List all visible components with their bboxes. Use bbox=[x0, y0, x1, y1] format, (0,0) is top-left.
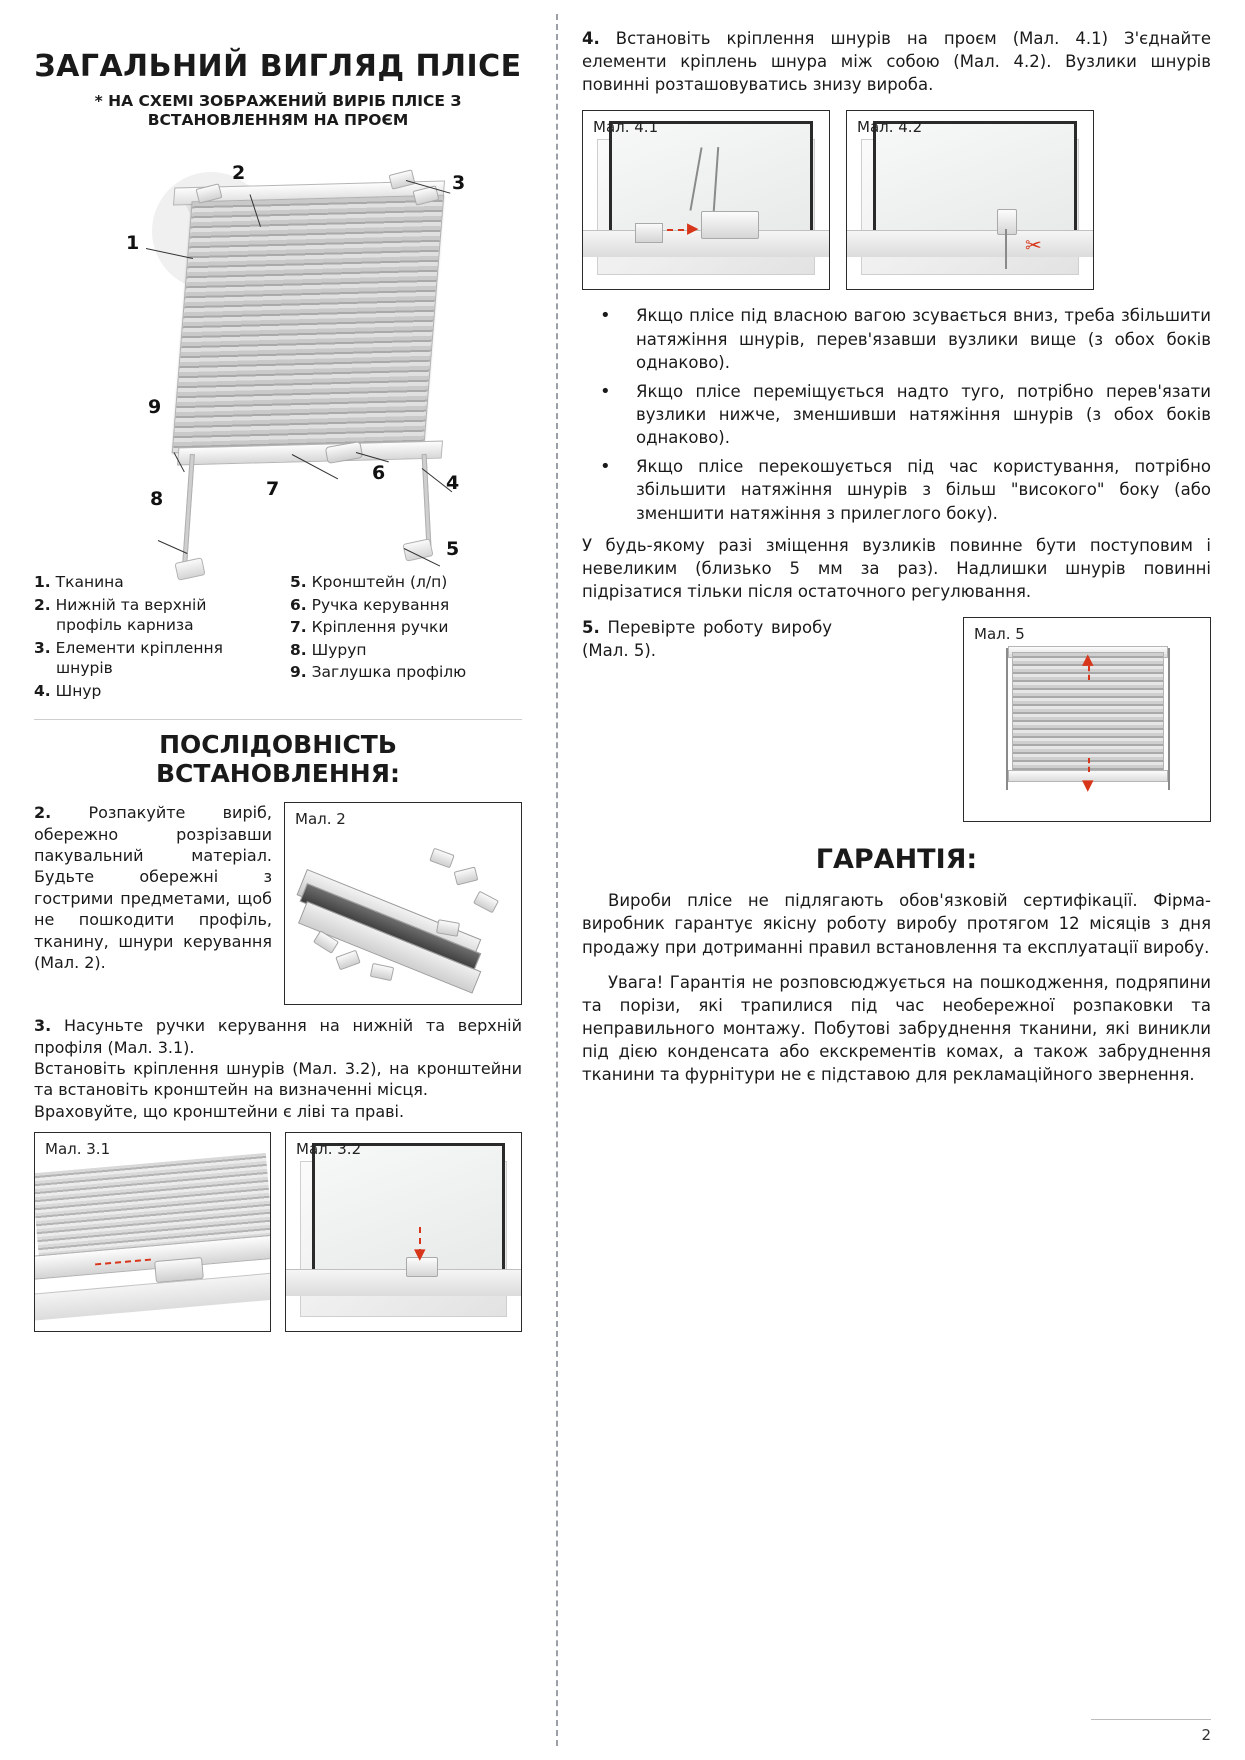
window-sill bbox=[847, 230, 1093, 257]
list-item bbox=[290, 595, 522, 615]
part-label: Ручка керування bbox=[311, 595, 450, 614]
figure-3-2 bbox=[285, 1132, 522, 1332]
step-2 bbox=[34, 802, 522, 1005]
divider-line bbox=[34, 719, 522, 720]
part-label: Шнур bbox=[55, 681, 102, 700]
figure-5 bbox=[963, 617, 1211, 822]
scissors-icon: ✂ bbox=[1025, 233, 1042, 258]
step-2-text bbox=[34, 802, 272, 1005]
callout-9: 9 bbox=[148, 396, 162, 419]
part-number: 6. bbox=[290, 595, 307, 614]
page-number: 2 bbox=[1201, 1726, 1211, 1744]
callout-8: 8 bbox=[150, 488, 164, 511]
part-number: 3. bbox=[34, 638, 51, 657]
step-3-text bbox=[34, 1015, 522, 1058]
list-item bbox=[34, 681, 266, 701]
column-divider bbox=[556, 14, 558, 1746]
list-item: • Якщо пліcе переміщується надто туго, потрібно перев'язати вузлики нижче, зменшивши натяжіння шнурів (з обох боків однаково). bbox=[582, 380, 1211, 450]
list-item: • Якщо пліcе під власною вагою зсувається вниз, треба збільшити натяжіння шнурів, перев'язавши вузлики вище (з обох боків однаково). bbox=[582, 304, 1211, 374]
part-number: 1. bbox=[34, 573, 51, 592]
page-columns bbox=[34, 28, 1211, 1740]
part-label: Шуруп bbox=[311, 640, 367, 659]
window-glass bbox=[312, 1143, 505, 1272]
step-4-number: 4. bbox=[582, 29, 600, 48]
window-glass bbox=[873, 121, 1077, 237]
cord-clip-icon bbox=[635, 223, 663, 243]
window-sill bbox=[286, 1269, 521, 1296]
list-item bbox=[290, 617, 522, 637]
list-item bbox=[34, 638, 266, 679]
parts-legend bbox=[34, 572, 522, 703]
figure-3-1 bbox=[34, 1132, 271, 1332]
step-3-number: 3. bbox=[34, 1016, 52, 1036]
step-3-text-2: Встановіть кріплення шнурів (Мал. 3.2), на кронштейни та встановіть кронштейн на визначенні місця. bbox=[34, 1058, 522, 1100]
part-number: 5. bbox=[290, 573, 307, 592]
figure-4-1-label: Мал. 4.1 bbox=[593, 118, 659, 137]
cord bbox=[1005, 229, 1007, 269]
callout-2: 2 bbox=[232, 162, 246, 185]
parts-legend-column-1 bbox=[34, 572, 266, 703]
callout-5: 5 bbox=[446, 538, 460, 561]
list-item bbox=[290, 640, 522, 660]
part-number: 2. bbox=[34, 595, 51, 614]
figures-3 bbox=[34, 1132, 522, 1332]
list-item bbox=[290, 572, 522, 592]
part-label: Елементи кріплення bbox=[55, 638, 223, 657]
install-sequence-heading: ПОСЛІДОВНІСТЬ ВСТАНОВЛЕННЯ: bbox=[156, 730, 400, 789]
cord-right bbox=[1168, 648, 1170, 790]
pleated-fabric bbox=[172, 195, 444, 454]
warranty-heading: ГАРАНТІЯ: bbox=[815, 844, 978, 876]
list-item bbox=[290, 662, 522, 682]
figure-4-1: Мал. 4.1 ▶ bbox=[582, 110, 830, 290]
figure-5-label: Мал. 5 bbox=[974, 625, 1025, 644]
figure-3-2-label: Мал. 3.2 bbox=[296, 1140, 362, 1159]
figure-2-label: Мал. 2 bbox=[295, 810, 346, 829]
part-label: Кронштейн (л/п) bbox=[311, 573, 448, 592]
right-column bbox=[582, 28, 1211, 1740]
figure-4-2 bbox=[846, 110, 1094, 290]
part-label: Тканина bbox=[55, 573, 124, 592]
step-5-text bbox=[582, 617, 832, 663]
step-5 bbox=[582, 617, 1211, 822]
rail-lower bbox=[34, 1272, 271, 1322]
adjustment-tips bbox=[582, 304, 1211, 525]
part-label: Кріплення ручки bbox=[311, 618, 449, 637]
callout-3: 3 bbox=[452, 172, 466, 195]
page-title: ЗАГАЛЬНИЙ ВИГЛЯД ПЛІСЕ bbox=[34, 49, 522, 84]
cord-bracket bbox=[701, 211, 759, 239]
step-3-body: Насуньте ручки керування на нижній та верхній профіля (Мал. 3.1). bbox=[34, 1016, 522, 1057]
cord-bracket bbox=[997, 209, 1017, 235]
motion-indicator bbox=[1088, 666, 1090, 680]
cord-left bbox=[1006, 648, 1008, 790]
overview-diagram bbox=[34, 136, 522, 566]
footer-rule bbox=[1091, 1719, 1211, 1720]
part-number: 4. bbox=[34, 681, 51, 700]
list-item bbox=[34, 595, 266, 636]
part-label-cont: профіль карниза bbox=[56, 616, 194, 635]
left-column bbox=[34, 28, 534, 1740]
step-3-text-3: Враховуйте, що кронштейни є ліві та праві. bbox=[34, 1101, 405, 1121]
part-number: 8. bbox=[290, 640, 307, 659]
figure-4-2-label: Мал. 4.2 bbox=[857, 118, 923, 137]
part-label-cont: шнурів bbox=[56, 659, 113, 678]
callout-1: 1 bbox=[126, 232, 140, 255]
callout-7: 7 bbox=[266, 478, 280, 501]
step-5-number: 5. bbox=[582, 618, 600, 638]
package-part bbox=[370, 963, 394, 981]
warranty-text-1: Вироби пліcе не підлягають обов'язковій сертифікації. Фірма-виробник гарантує якісну роботу виробу протягом 12 місяців з дня продажу при дотриманні правил встановлення та експлуатації виробу. bbox=[582, 891, 1211, 957]
figure-3-1-label: Мал. 3.1 bbox=[45, 1140, 111, 1159]
step-2-number: 2. bbox=[34, 803, 52, 823]
package-part bbox=[335, 950, 360, 971]
step-4-body: Встановіть кріплення шнурів на проєм (Мал. 4.1) З'єднайте елементи кріплень шнура між собою (Мал. 4.2). Вузлики шнурів повинні розташовуватись знизу виробa. bbox=[582, 29, 1211, 94]
arrow-up-icon: ▲ bbox=[1082, 650, 1094, 669]
motion-indicator bbox=[1088, 758, 1090, 772]
package-part bbox=[473, 891, 499, 914]
warranty-paragraph-2 bbox=[582, 971, 1211, 1086]
arrow-down-icon: ▼ bbox=[414, 1245, 426, 1264]
list-item: • Якщо пліcе перекошується під час користування, потрібно збільшити натяжіння шнурів з більш "високого" боку (або зменшити натяжіння з прилеглого боку). bbox=[582, 455, 1211, 525]
package-part bbox=[429, 848, 454, 869]
step-4-text bbox=[582, 28, 1211, 96]
package-part bbox=[454, 867, 479, 886]
parts-legend-column-2 bbox=[290, 572, 522, 703]
arrow-down-icon: ▼ bbox=[1082, 776, 1094, 795]
figure-2 bbox=[284, 802, 522, 1005]
callout-6: 6 bbox=[372, 462, 386, 485]
part-number: 7. bbox=[290, 618, 307, 637]
step-5-body: Перевірте роботу виробу (Мал. 5). bbox=[582, 618, 833, 661]
step-2-body: Розпакуйте виріб, обережно розрізавши пакувальний матеріал. Будьте обережні з гострими предметами, щоб не пошкодити профіль, тканину, шнури керування (Мал. 2). bbox=[34, 803, 272, 973]
warranty-paragraph-1 bbox=[582, 889, 1211, 958]
warranty-text-2: Увага! Гарантія не розповсюджується на пошкодження, подряпини та порізи, які трапилися під час необережної розпаковки та неправильного монтажу. Побутові забруднення тканини, які виникли під дією конденсата або екскрементів комах, а також забруднення тканини та фурнітури не є підставою для рекламаційного звернення. bbox=[582, 972, 1211, 1085]
adjustment-note: У будь-якому разі зміщення вузликів повинне бути поступовим і невеликим (близько 5 мм за раз). Надлишки шнурів повинні підрізатися тільки після остаточного регулювання. bbox=[582, 536, 1211, 601]
list-item bbox=[34, 572, 266, 592]
part-number: 9. bbox=[290, 663, 307, 682]
figures-4 bbox=[582, 110, 1211, 290]
page-subtitle: * НА СХЕМІ ЗОБРАЖЕНИЙ ВИРІБ ПЛІСЕ З ВСТАНОВЛЕННЯМ НА ПРОЄМ bbox=[94, 91, 462, 129]
part-label: Заглушка профілю bbox=[311, 663, 467, 682]
part-label: Нижній та верхній bbox=[55, 595, 207, 614]
callout-4: 4 bbox=[446, 472, 460, 495]
